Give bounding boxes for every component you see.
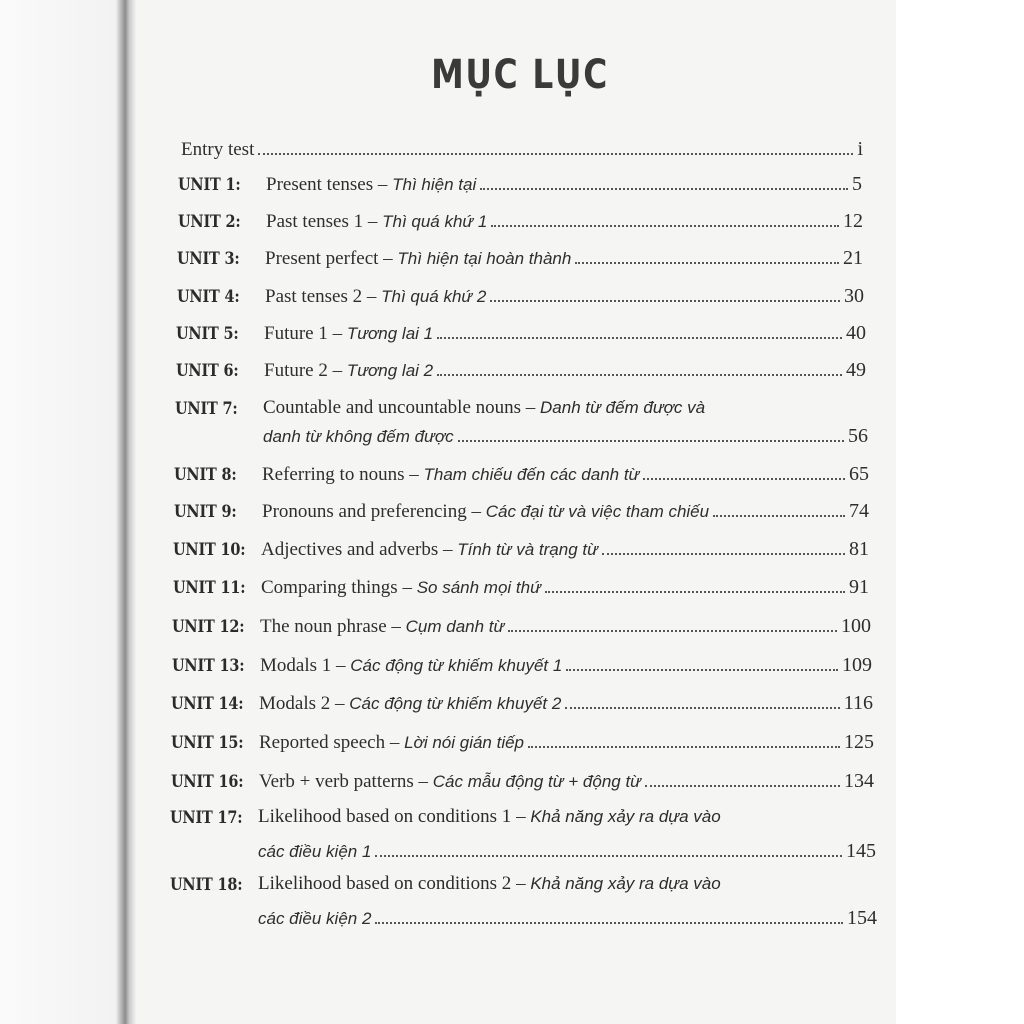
unit-title-vietnamese: Thì hiện tại bbox=[392, 175, 477, 194]
page-number: 5 bbox=[852, 173, 862, 195]
unit-title-vietnamese-cont: các điều kiện 2 bbox=[258, 909, 372, 928]
unit-title-vietnamese: Danh từ đếm được và bbox=[540, 398, 706, 417]
unit-title-english: Referring to nouns bbox=[262, 464, 405, 485]
page-margin bbox=[896, 0, 1024, 1024]
toc-entry: Modals 1 – Các động từ khiếm khuyết 1 109 bbox=[260, 654, 872, 676]
page-number: 154 bbox=[847, 907, 877, 929]
unit-label: UNIT 16: bbox=[171, 772, 244, 792]
unit-title-vietnamese: Tương lai 1 bbox=[346, 324, 434, 343]
toc-entry: Pronouns and preferencing – Các đại từ và việc tham chiếu 74 bbox=[262, 500, 869, 522]
unit-title-vietnamese: Khả năng xảy ra dựa vào bbox=[530, 874, 721, 893]
unit-label: UNIT 6: bbox=[176, 361, 239, 381]
page-number: i bbox=[857, 138, 863, 160]
unit-title-english: Pronouns and preferencing bbox=[262, 501, 467, 522]
toc-entry: The noun phrase – Cụm danh từ 100 bbox=[260, 615, 871, 637]
leader-dots bbox=[528, 746, 840, 748]
page-number: 116 bbox=[843, 692, 873, 714]
toc-entry: Present tenses – Thì hiện tại 5 bbox=[266, 173, 862, 195]
page-number: 91 bbox=[849, 576, 869, 598]
toc-entry bbox=[258, 907, 877, 930]
page-number: 109 bbox=[842, 654, 872, 676]
unit-label: UNIT 18: bbox=[170, 875, 243, 895]
leader-dots bbox=[565, 707, 839, 709]
leader-dots bbox=[458, 440, 844, 442]
unit-title-vietnamese: Lời nói gián tiếp bbox=[404, 733, 525, 752]
unit-title-english: Reported speech bbox=[259, 732, 386, 753]
unit-title-vietnamese: Các động từ khiếm khuyết 1 bbox=[350, 656, 563, 675]
toc-entry-line: Countable and uncountable nouns – Danh từ đếm được và bbox=[263, 397, 706, 418]
page-number: 125 bbox=[844, 731, 874, 753]
leader-dots bbox=[437, 374, 842, 376]
unit-title-english: Comparing things bbox=[261, 577, 398, 598]
page-number: 65 bbox=[849, 463, 869, 485]
unit-title-english: Verb + verb patterns bbox=[259, 771, 414, 792]
toc-entry: Comparing things – So sánh mọi thứ 91 bbox=[261, 576, 869, 598]
unit-title-vietnamese: So sánh mọi thứ bbox=[416, 578, 541, 597]
leader-dots bbox=[258, 153, 853, 155]
page-number: 49 bbox=[846, 359, 866, 381]
unit-title-vietnamese: Các mẫu động từ + động từ bbox=[432, 772, 641, 791]
unit-title-vietnamese: Cụm danh từ bbox=[405, 617, 505, 636]
toc-entry-line: Likelihood based on conditions 1 – Khả năng xảy ra dựa vào bbox=[258, 806, 721, 827]
unit-title-english: Present tenses bbox=[266, 174, 374, 195]
page-title: MỤC LỤC bbox=[431, 52, 609, 98]
toc-entry-line: Likelihood based on conditions 2 – Khả năng xảy ra dựa vào bbox=[258, 873, 721, 894]
page-number: 12 bbox=[843, 210, 863, 232]
toc-entry: Future 1 – Tương lai 1 40 bbox=[264, 322, 866, 344]
leader-dots bbox=[643, 478, 845, 480]
unit-title-vietnamese: Tương lai 2 bbox=[346, 361, 434, 380]
unit-label: UNIT 10: bbox=[173, 540, 246, 560]
unit-title-vietnamese: Tham chiếu đến các danh từ bbox=[423, 465, 640, 484]
unit-title-english: Countable and uncountable nouns bbox=[263, 397, 522, 418]
leader-dots bbox=[602, 553, 845, 555]
unit-label: UNIT 13: bbox=[172, 656, 245, 676]
unit-label: UNIT 5: bbox=[176, 324, 239, 344]
page-number: 145 bbox=[846, 840, 876, 862]
leader-dots bbox=[545, 591, 845, 593]
leader-dots bbox=[713, 515, 845, 517]
unit-title-english: The noun phrase bbox=[260, 616, 387, 637]
unit-title-vietnamese: Thì quá khứ 1 bbox=[382, 212, 488, 231]
unit-title-english: Past tenses 2 bbox=[265, 286, 363, 307]
unit-title-english: Likelihood based on conditions 2 bbox=[258, 873, 512, 894]
page-number: 134 bbox=[844, 770, 874, 792]
page-number: 56 bbox=[848, 425, 868, 447]
unit-title-vietnamese: Các động từ khiếm khuyết 2 bbox=[349, 694, 562, 713]
page-number: 100 bbox=[841, 615, 871, 637]
unit-label: UNIT 9: bbox=[174, 502, 237, 522]
book-spine-shadow bbox=[0, 0, 136, 1024]
unit-title-english: Past tenses 1 bbox=[266, 211, 364, 232]
entry-test-label: Entry test bbox=[181, 139, 255, 160]
toc-entry bbox=[258, 840, 876, 863]
toc-entry bbox=[263, 425, 868, 448]
leader-dots bbox=[480, 188, 848, 190]
page-number: 74 bbox=[849, 500, 869, 522]
unit-title-vietnamese: Các đại từ và việc tham chiếu bbox=[485, 502, 710, 521]
page-number: 81 bbox=[849, 538, 869, 560]
unit-title-vietnamese: Khả năng xảy ra dựa vào bbox=[530, 807, 721, 826]
unit-label: UNIT 17: bbox=[170, 808, 243, 828]
unit-title-english: Likelihood based on conditions 1 bbox=[258, 806, 512, 827]
unit-title-english: Modals 2 bbox=[259, 693, 331, 714]
unit-label: UNIT 11: bbox=[173, 578, 246, 598]
unit-title-vietnamese: Thì quá khứ 2 bbox=[381, 287, 487, 306]
toc-entry: Verb + verb patterns – Các mẫu động từ + động từ 134 bbox=[259, 770, 874, 792]
unit-label: UNIT 4: bbox=[177, 287, 240, 307]
toc-entry: Reported speech – Lời nói gián tiếp 125 bbox=[259, 731, 874, 753]
unit-title-english: Modals 1 bbox=[260, 655, 332, 676]
unit-title-vietnamese: Thì hiện tại hoàn thành bbox=[397, 249, 572, 268]
page-number: 30 bbox=[844, 285, 864, 307]
unit-label: UNIT 12: bbox=[172, 617, 245, 637]
toc-entry: Modals 2 – Các động từ khiếm khuyết 2 116 bbox=[259, 692, 873, 714]
leader-dots bbox=[566, 669, 838, 671]
unit-title-english: Future 2 bbox=[264, 360, 328, 381]
unit-title-english: Adjectives and adverbs bbox=[261, 539, 439, 560]
leader-dots bbox=[491, 225, 839, 227]
unit-title-vietnamese-cont: các điều kiện 1 bbox=[258, 842, 372, 861]
unit-title-vietnamese: Tính từ và trạng từ bbox=[457, 540, 598, 559]
toc-entry: Past tenses 1 – Thì quá khứ 1 12 bbox=[266, 210, 863, 232]
toc-entry: Referring to nouns – Tham chiếu đến các danh từ 65 bbox=[262, 463, 869, 485]
unit-label: UNIT 8: bbox=[174, 465, 237, 485]
page-number: 40 bbox=[846, 322, 866, 344]
toc-entry: Past tenses 2 – Thì quá khứ 2 30 bbox=[265, 285, 864, 307]
unit-label: UNIT 7: bbox=[175, 399, 238, 419]
unit-label: UNIT 3: bbox=[177, 249, 240, 269]
unit-label: UNIT 2: bbox=[178, 212, 241, 232]
leader-dots bbox=[437, 337, 842, 339]
leader-dots bbox=[508, 630, 837, 632]
leader-dots bbox=[375, 922, 843, 924]
toc-entry-test bbox=[181, 138, 863, 161]
unit-label: UNIT 14: bbox=[171, 694, 244, 714]
leader-dots bbox=[645, 785, 840, 787]
toc-entry: Present perfect – Thì hiện tại hoàn thành 21 bbox=[265, 247, 863, 269]
leader-dots bbox=[575, 262, 839, 264]
page-number: 21 bbox=[843, 247, 863, 269]
unit-title-english: Future 1 bbox=[264, 323, 328, 344]
unit-title-english: Present perfect bbox=[265, 248, 379, 269]
unit-label: UNIT 1: bbox=[178, 175, 241, 195]
leader-dots bbox=[490, 300, 840, 302]
toc-entry: Adjectives and adverbs – Tính từ và trạng từ 81 bbox=[261, 538, 869, 560]
unit-label: UNIT 15: bbox=[171, 733, 244, 753]
unit-title-vietnamese-cont: danh từ không đếm được bbox=[263, 427, 454, 446]
toc-entry: Future 2 – Tương lai 2 49 bbox=[264, 359, 866, 381]
leader-dots bbox=[375, 855, 842, 857]
